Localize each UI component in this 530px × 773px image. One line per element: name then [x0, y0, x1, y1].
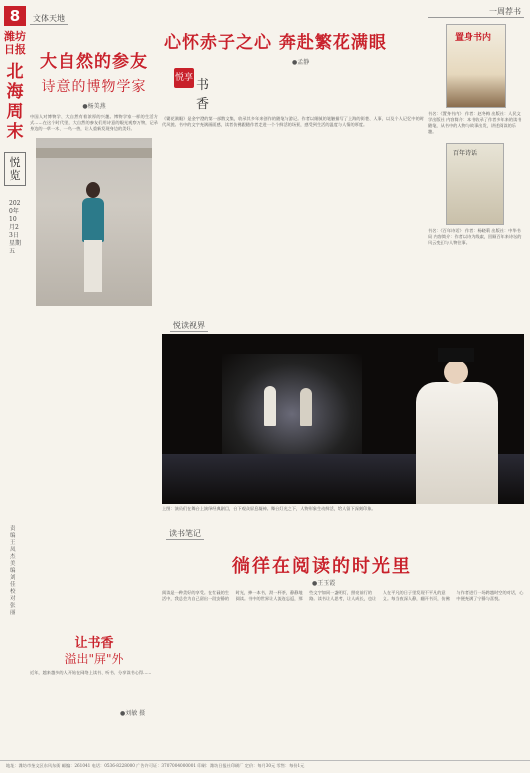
seal-stamp: 悦享: [174, 68, 194, 88]
book-1-meta: 书名：《置身书内》 作者：赵冬梅 出版社：人民文学出版社 内容简介：本书收录了作者多年来的读书随笔，从书中的人物与故事出发，讲述阅读的乐趣。: [428, 111, 522, 134]
photo-caption: 上图：演员们在舞台上演绎经典剧目，台下观众屏息凝神。舞台灯光之下，人物形象生动鲜活，给人留下深刻印象。: [162, 506, 376, 511]
promo-headline: 让书香: [74, 636, 114, 651]
promo-credit: ●刘敏 摄: [120, 710, 146, 717]
page-footer: 地址：潍坊市奎文区东风东街 邮编：261041 电话：0536-8228000 广告许可证：3707004000001 印刷：潍坊日报社印刷厂 定价：每月30元 零售：每份1元: [0, 760, 530, 773]
page-number: 8: [4, 6, 26, 26]
main-area: [162, 6, 524, 666]
main-headline: 心怀赤子之心 奔赴繁花满眼: [164, 33, 387, 53]
main-byline: ●孟静: [292, 59, 310, 66]
masthead: [4, 6, 28, 666]
person-figure: [76, 182, 110, 292]
reader-photo: [36, 138, 152, 306]
feature-headline: 大自然的参友: [40, 52, 148, 72]
book-cover-2: [446, 143, 504, 225]
scholar-figure: [412, 348, 502, 504]
bottom-headline: 徜徉在阅读的时光里: [232, 556, 412, 577]
bottom-body: 阅读是一种美好的享受。在忙碌的生活中，我总会为自己留出一段安静的时光，捧一本书，沏一杯茶，静静地阅读。书中的世界让人流连忘返，那些文字如同一盏明灯，照亮前行的路。读书让人思考，让人成长，也让人在平凡的日子里发现不平凡的意义。每当夜深人静，翻开书页，仿佛与作者进行一场跨越时空的对话，心中便充满了宁静与喜悦。: [162, 590, 524, 601]
bookshelf: [36, 148, 152, 158]
actor-figure-1: [264, 386, 276, 426]
feature-byline: ●杨美燕: [82, 103, 106, 110]
section-seal: [174, 68, 218, 112]
book-recommendations: [428, 6, 524, 246]
main-article: [162, 116, 424, 316]
book-cover-1-title: 置身书内: [455, 33, 492, 43]
article-body: 《繁花满眼》是金宇澄的第一部散文集，收录其多年来创作的随笔与游记。作者以细腻的笔触描写了上海的街巷、人事，以及个人记忆中的时代风貌。书中的文字充满画面感，读者仿佛跟随作者走进一个个鲜活的场景，感受到生活的温度与人情的厚度。: [162, 116, 424, 127]
left-feature: [30, 6, 158, 666]
feature-body: 中国人对博物学、大自然有着浓厚的兴趣。博物学家一样的生活方式……在这个时代里，大自然的参友们用诗意的眼光观察万物，记录身边的一草一木、一鸟一兽，让人重新发现身边的美好。: [30, 114, 158, 131]
book-2-meta: 书名：《百年诗话》 作者：杨晓莉 出版社：中华书局 内容简介：作者以诗为线索，回顾百年来诗坛的风云变幻与人物往事。: [428, 228, 522, 245]
editor-credits: 责编 王凤杰 美编 刘佳 校对 张丽: [10, 526, 16, 616]
book-cover-1: [446, 24, 506, 108]
bottom-byline: ●王玉霞: [312, 580, 336, 587]
section-tag: 文体天地: [30, 13, 68, 25]
feature-subheadline: 诗意的博物学家: [41, 79, 147, 95]
book-cover-2-title: 百年诗话: [453, 150, 478, 157]
photo-section-tag: 悦读视界: [170, 320, 208, 332]
paper-name: 潍坊日报: [4, 30, 26, 56]
seal-label: 书香: [196, 78, 210, 112]
stage-photo: [162, 334, 524, 504]
books-tag: 一周荐书: [428, 6, 524, 18]
promo-subheadline: 溢出"屏"外: [64, 652, 124, 666]
actor-figure-2: [300, 388, 312, 426]
promo-body: 近年，越来越多的人开始在网络上读书、听书、分享读书心得……: [30, 670, 152, 675]
issue-date: 2020年10月23日 星期五: [9, 200, 22, 255]
bottom-section-tag: 读书笔记: [166, 528, 204, 540]
supplement-name: 北海周末: [6, 62, 24, 142]
column-name: 悦览: [4, 152, 26, 186]
